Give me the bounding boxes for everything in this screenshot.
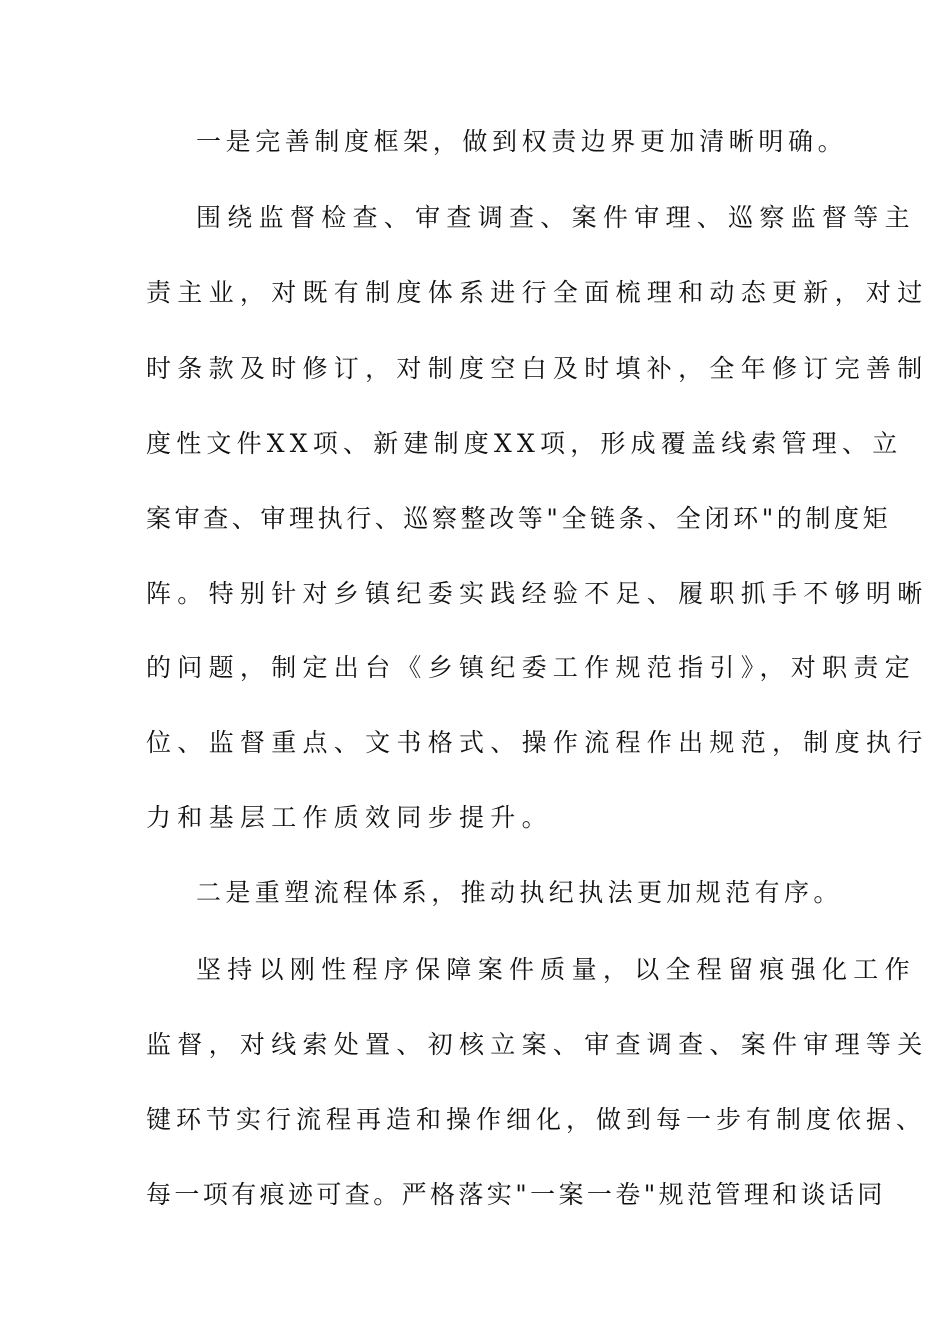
paragraph-1-line-9: 力和基层工作质效同步提升。 — [146, 803, 553, 832]
paragraph-2-line-4: 每一项有痕迹可查。严格落实"一案一卷"规范管理和谈话同 — [146, 1180, 886, 1209]
paragraph-1-line-8: 位、监督重点、文书格式、操作流程作出规范，制度执行 — [146, 728, 929, 757]
paragraph-2-line-2: 监督，对线索处置、初核立案、审查调查、案件审理等关 — [146, 1030, 929, 1059]
paragraph-1-line-5: 案审查、审理执行、巡察整改等"全链条、全闭环"的制度矩 — [146, 504, 892, 533]
paragraph-1-line-3: 时条款及时修订，对制度空白及时填补，全年修订完善制 — [146, 354, 929, 383]
paragraph-1-line-4: 度性文件XX项、新建制度XX项，形成覆盖线索管理、立 — [146, 429, 903, 458]
paragraph-2-line-3: 键环节实行流程再造和操作细化，做到每一步有制度依据、 — [146, 1105, 927, 1134]
paragraph-1-line-6: 阵。特别针对乡镇纪委实践经验不足、履职抓手不够明晰 — [146, 579, 929, 608]
heading-1: 一是完善制度框架，做到权责边界更加清晰明确。 — [196, 127, 848, 156]
heading-2: 二是重塑流程体系，推动执纪执法更加规范有序。 — [196, 878, 843, 907]
paragraph-1-line-2: 责主业，对既有制度体系进行全面梳理和动态更新，对过 — [146, 278, 929, 307]
paragraph-1-line-7: 的问题，制定出台《乡镇纪委工作规范指引》，对职责定 — [146, 653, 917, 682]
paragraph-2-line-1: 坚持以刚性程序保障案件质量，以全程留痕强化工作 — [196, 955, 916, 984]
paragraph-1-line-1: 围绕监督检查、审查调查、案件审理、巡察监督等主 — [196, 203, 916, 232]
